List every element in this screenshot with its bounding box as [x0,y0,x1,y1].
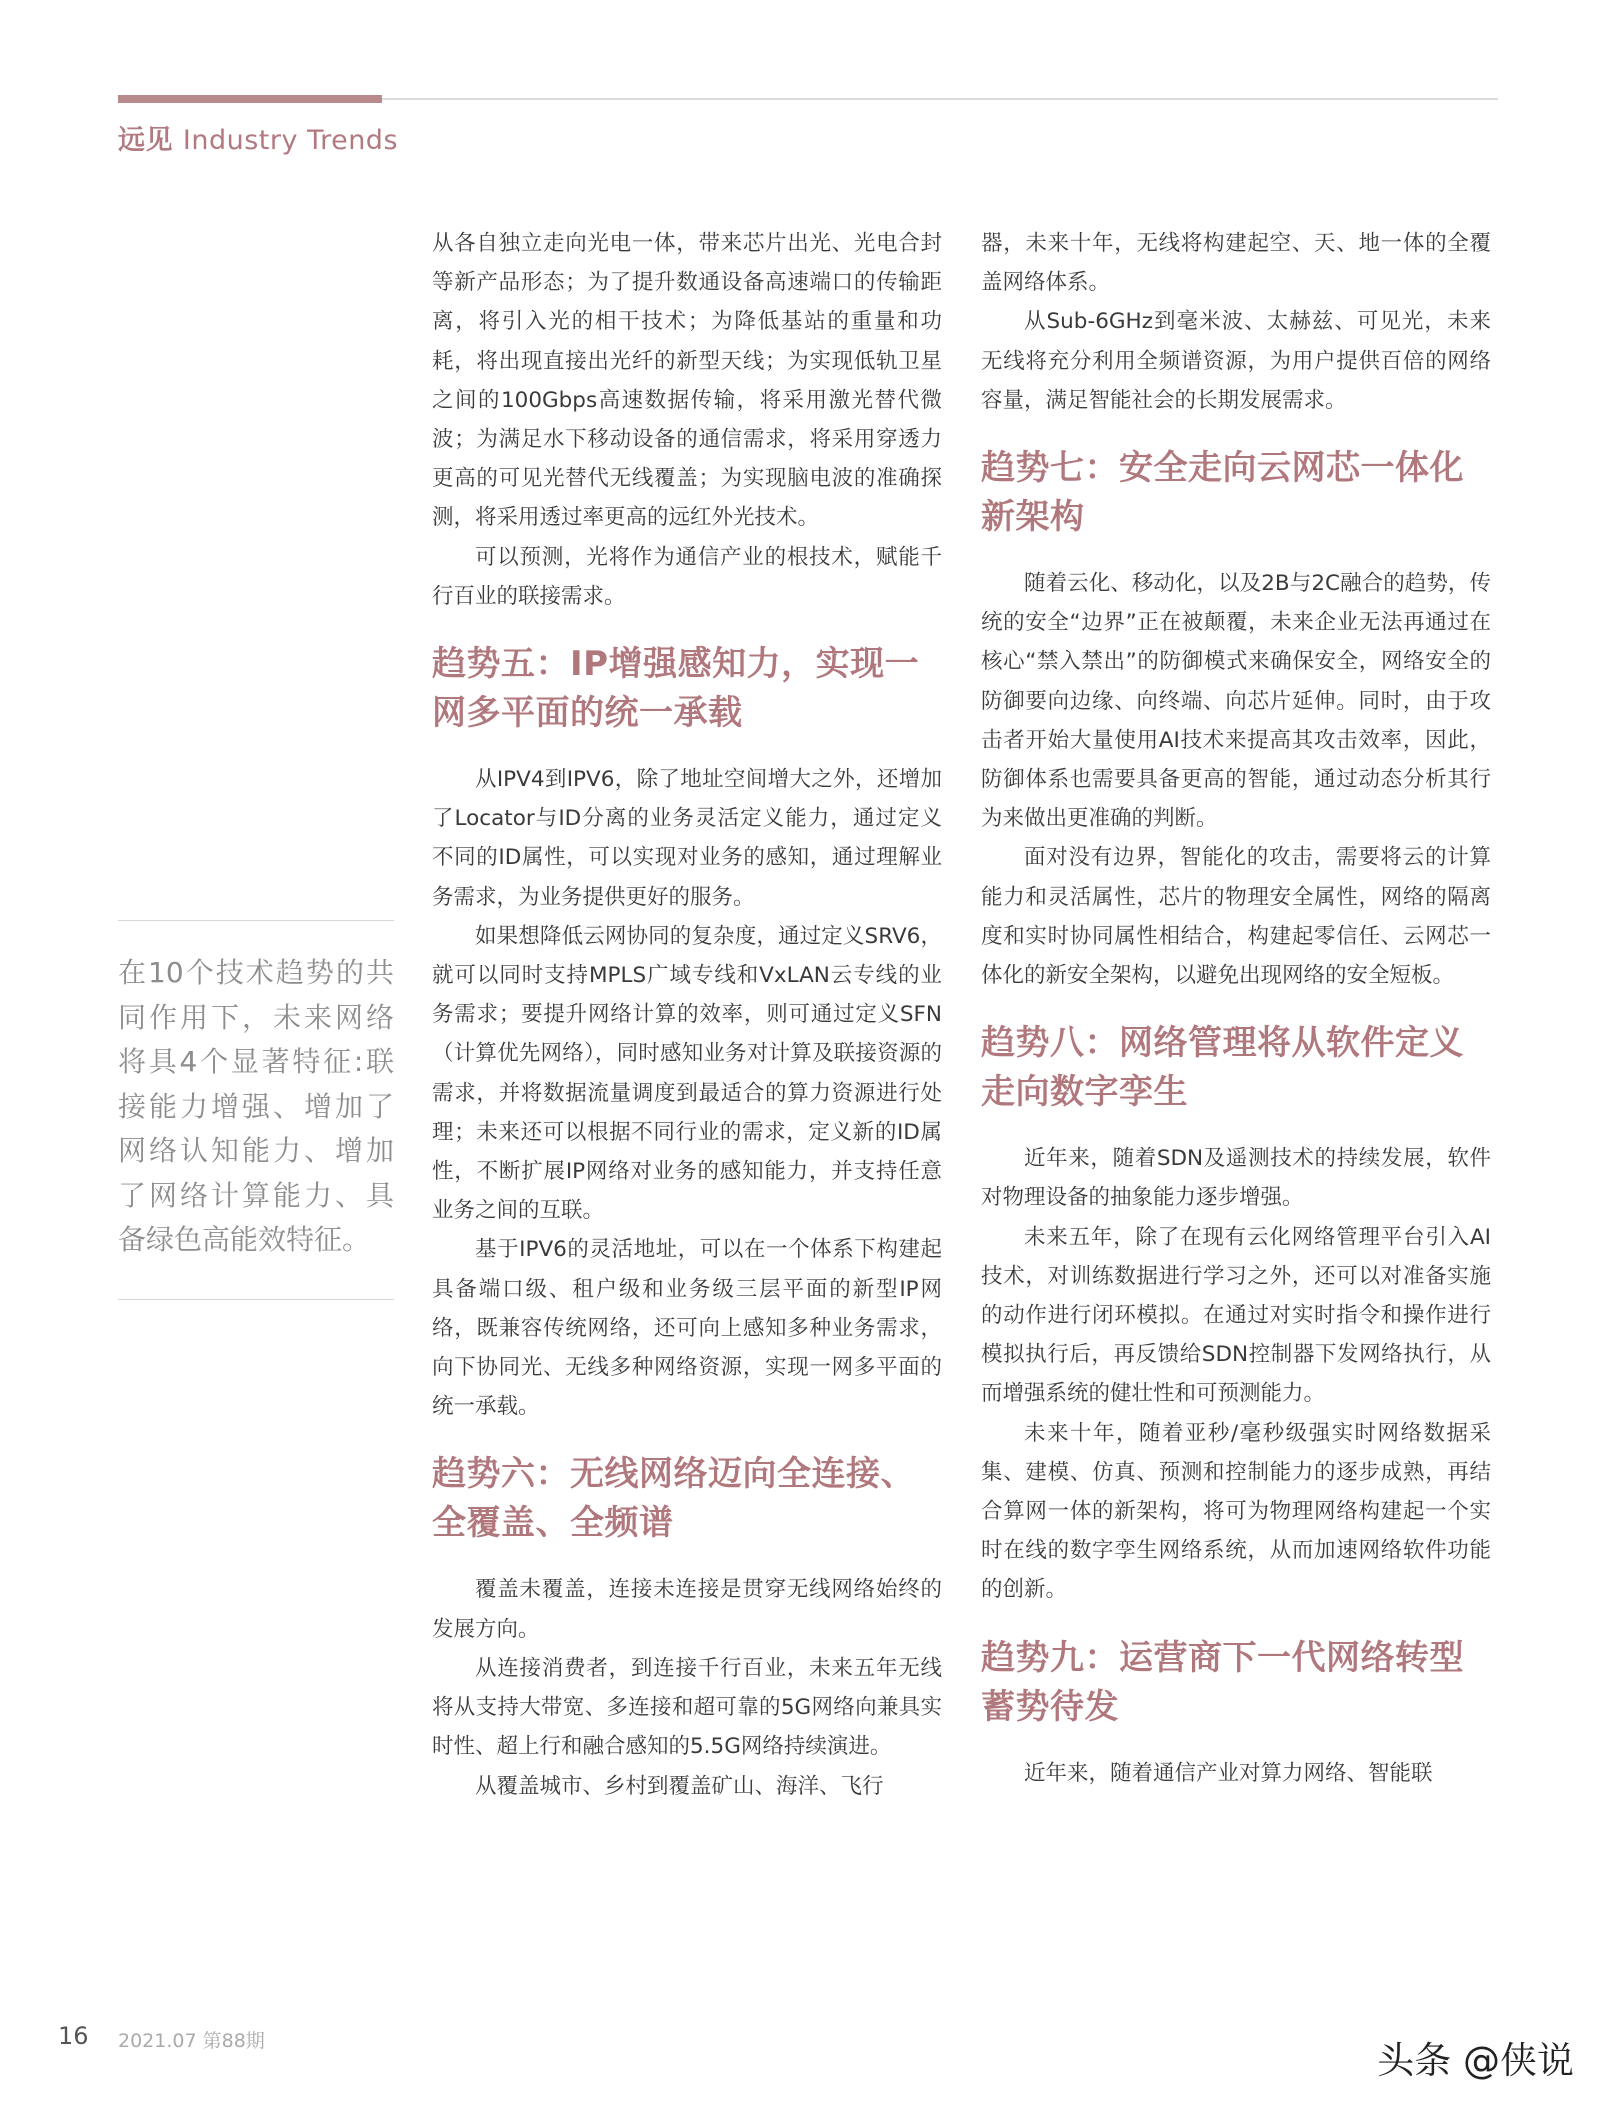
trend-eight-heading: 趋势八：网络管理将从软件定义走向数字孪生 [981,1023,1464,1113]
section-label [118,118,398,157]
issue-label: 2021.07 第88期 [118,2030,265,2052]
paragraph: 器，未来十年，无线将构建起空、天、地一体的全覆盖网络体系。 [981,231,1491,296]
section-label-cn: 远见 [118,125,173,156]
left-column [432,224,942,1806]
paragraph: 基于IPV6的灵活地址，可以在一个体系下构建起具备端口级、租户级和业务级三层平面的新型IP网络，既兼容传统网络，还可向上感知多种业务需求，向下协同光、无线多种网络资源，实现一网多平面的统一承载。 [432,1237,942,1420]
paragraph: 面对没有边界，智能化的攻击，需要将云的计算能力和灵活属性，芯片的物理安全属性，网络的隔离度和实时协同属性相结合，构建起零信任、云网芯一体化的新安全架构，以避免出现网络的安全短板。 [981,845,1491,989]
trend-seven-heading: 趋势七：安全走向云网芯一体化新架构 [981,448,1464,538]
paragraph: 从各自独立走向光电一体，带来芯片出光、光电合封等新产品形态；为了提升数通设备高速端口的传输距离，将引入光的相干技术；为降低基站的重量和功耗，将出现直接出光纤的新型天线；为实现低轨卫星之间的100Gbps高速数据传输，将采用激光替代微波；为满足水下移动设备的通信需求，将采用穿透力更高的可见光替代无线覆盖；为实现脑电波的准确探测，将采用透过率更高的远红外光技术。 [432,231,942,531]
section-label-en: Industry Trends [182,125,399,156]
paragraph: 未来五年，除了在现有云化网络管理平台引入AI技术，对训练数据进行学习之外，还可以对准备实施的动作进行闭环模拟。在通过对实时指令和操作进行模拟执行后，再反馈给SDN控制器下发网络执行，从而增强系统的健壮性和可预测能力。 [981,1224,1491,1407]
right-column [981,224,1491,1793]
paragraph: 如果想降低云网协同的复杂度，通过定义SRV6，就可以同时支持MPLS广域专线和VxLAN云专线的业务需求；要提升网络计算的效率，则可通过定义SFN（计算优先网络），同时感知业务对计算及联接资源的需求，并将数据流量调度到最适合的算力资源进行处理；未来还可以根据不同行业的需求，定义新的ID属性，不断扩展IP网络对业务的感知能力，并支持任意业务之间的互联。 [432,923,942,1224]
paragraph: 可以预测，光将作为通信产业的根技术，赋能千行百业的联接需求。 [432,544,942,609]
paragraph: 未来十年，随着亚秒/毫秒级强实时网络数据采集、建模、仿真、预测和控制能力的逐步成熟，再结合算网一体的新架构，将可为物理网络构建起一个实时在线的数字孪生网络系统，从而加速网络软件功能的创新。 [981,1420,1491,1603]
paragraph: 从覆盖城市、乡村到覆盖矿山、海洋、飞行 [475,1773,884,1799]
paragraph: 随着云化、移动化，以及2B与2C融合的趋势，传统的安全“边界”正在被颠覆，未来企业无法再通过在核心“禁入禁出”的防御模式来确保安全，网络安全的防御要向边缘、向终端、向芯片延伸。同时，由于攻击者开始大量使用AI技术来提高其攻击效率，因此，防御体系也需要具备更高的智能，通过动态分析其行为来做出更准确的判断。 [981,571,1491,832]
trend-five-heading: 趋势五：IP增强感知力，实现一网多平面的统一承载 [432,644,920,734]
paragraph: 从连接消费者，到连接千行百业，未来五年无线将从支持大带宽、多连接和超可靠的5G网络向兼具实时性、超上行和融合感知的5.5G网络持续演进。 [432,1655,942,1760]
pull-quote: 在10个技术趋势的共同作用下，未来网络将具4个显著特征:联接能力增强、增加了网络认知能力、增加了网络计算能力、具备绿色高能效特征。 [118,920,394,1300]
trend-six-heading: 趋势六：无线网络迈向全连接、全覆盖、全频谱 [432,1454,915,1544]
paragraph: 近年来，随着SDN及遥测技术的持续发展，软件对物理设备的抽象能力逐步增强。 [981,1146,1491,1211]
paragraph: 从Sub-6GHz到毫米波、太赫兹、可见光，未来无线将充分利用全频谱资源，为用户提供百倍的网络容量，满足智能社会的长期发展需求。 [981,309,1491,413]
paragraph: 覆盖未覆盖，连接未连接是贯穿无线网络始终的发展方向。 [432,1577,942,1642]
header-accent-bar [118,95,382,103]
paragraph: 近年来，随着通信产业对算力网络、智能联 [1024,1760,1433,1786]
trend-nine-heading: 趋势九：运营商下一代网络转型蓄势待发 [981,1637,1464,1727]
watermark: 头条 @侠说 [1377,2039,1574,2082]
paragraph: 从IPV4到IPV6，除了地址空间增大之外，还增加了Locator与ID分离的业务灵活定义能力，通过定义不同的ID属性，可以实现对业务的感知，通过理解业务需求，为业务提供更好的服务。 [432,767,942,910]
page-number: 16 [58,2022,89,2050]
